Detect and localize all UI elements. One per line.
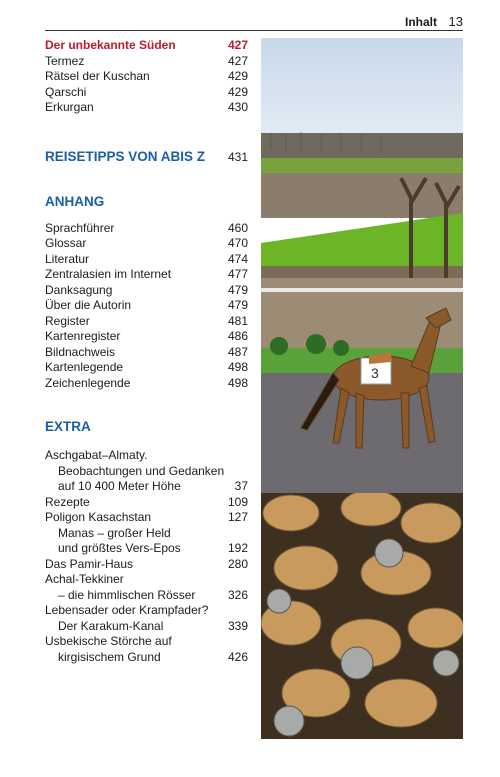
toc-page: 498 <box>227 360 248 374</box>
toc-entry[interactable] <box>45 100 248 116</box>
toc-entry[interactable] <box>45 314 248 330</box>
toc-page: 430 <box>227 100 248 114</box>
toc-page: 498 <box>227 375 248 390</box>
toc-entry[interactable] <box>45 650 248 666</box>
toc-label: Über die Autorin <box>45 298 132 312</box>
toc-entry[interactable] <box>45 360 248 376</box>
toc-entry[interactable] <box>45 236 248 252</box>
toc-label: Bildnachweis <box>45 344 116 359</box>
toc-entry[interactable] <box>45 572 248 588</box>
page-header <box>45 14 463 32</box>
toc-page: 479 <box>227 282 248 297</box>
toc-label: Glossar <box>45 236 87 250</box>
toc-page: 470 <box>227 236 248 250</box>
toc-label: Literatur <box>45 251 90 266</box>
horse-photo <box>261 278 463 493</box>
toc-entry[interactable] <box>45 221 248 237</box>
section-heading-anhang <box>45 193 248 211</box>
toc-entry[interactable] <box>45 345 248 361</box>
toc-page: 427 <box>227 38 248 52</box>
toc-label: Beobachtungen und Gedanken <box>58 463 225 478</box>
toc-label: Achal-Tekkiner <box>45 572 124 586</box>
toc-label: Der Karakum-Kanal <box>58 618 164 633</box>
toc-label: Termez <box>45 53 85 68</box>
toc-label: Der unbekannte Süden <box>45 38 176 52</box>
toc-page: 280 <box>227 556 248 571</box>
toc-entry[interactable] <box>45 69 248 85</box>
toc-label: und größtes Vers-Epos <box>58 541 181 555</box>
toc-entry[interactable] <box>45 541 248 557</box>
toc-page: 474 <box>227 251 248 266</box>
section-heading-reisetipps[interactable] <box>45 148 248 166</box>
toc-label: – die himmlischen Rösser <box>58 587 196 602</box>
toc-page: 460 <box>227 220 248 235</box>
toc-label: Register <box>45 313 90 328</box>
toc-entry[interactable] <box>45 54 248 70</box>
toc-label: Kartenlegende <box>45 360 124 374</box>
toc-page: 481 <box>227 313 248 328</box>
toc-entry[interactable] <box>45 603 248 619</box>
toc-page: 429 <box>227 84 248 99</box>
toc-entry[interactable] <box>45 267 248 283</box>
photo-strip <box>261 38 463 739</box>
toc-entry[interactable] <box>45 588 248 604</box>
toc-page: 487 <box>227 344 248 359</box>
toc-label: Rezepte <box>45 494 90 509</box>
toc-label: Sprachführer <box>45 220 115 235</box>
toc-label: Usbekische Störche auf <box>45 634 172 648</box>
stamps-photo <box>261 493 463 739</box>
section-heading-extra <box>45 418 248 436</box>
toc-label: Erkurgan <box>45 100 94 114</box>
landscape-photo <box>261 38 463 278</box>
toc-label: Lebensader oder Krampfader? <box>45 603 209 617</box>
toc-page: 339 <box>227 618 248 633</box>
toc-entry[interactable] <box>45 510 248 526</box>
toc-entry[interactable] <box>45 479 248 495</box>
section-title: Inhalt <box>405 15 437 29</box>
header-rule <box>45 30 463 31</box>
toc-page: 477 <box>227 267 248 281</box>
toc-label: Rätsel der Kuschan <box>45 69 150 83</box>
toc-entry[interactable] <box>45 448 248 464</box>
toc-page: 127 <box>227 510 248 524</box>
toc-page: 192 <box>227 541 248 555</box>
toc-page: 429 <box>227 69 248 83</box>
toc-entry[interactable] <box>45 526 248 542</box>
toc-label: Qarschi <box>45 84 87 99</box>
toc-label: Aschgabat–Almaty. <box>45 448 148 462</box>
saddle-number: 3 <box>371 365 379 381</box>
toc-entry[interactable] <box>45 298 248 314</box>
toc-label: auf 10 400 Meter Höhe <box>58 479 181 493</box>
page-number: 13 <box>448 14 463 29</box>
toc-entry[interactable] <box>45 329 248 345</box>
toc-label: Manas – großer Held <box>58 525 171 540</box>
toc-entry[interactable] <box>45 619 248 635</box>
toc-label: Poligon Kasachstan <box>45 510 152 524</box>
toc-label: Zeichenlegende <box>45 375 131 390</box>
toc-label: Das Pamir-Haus <box>45 556 134 571</box>
heading-label: EXTRA <box>45 419 91 434</box>
toc-entry[interactable] <box>45 252 248 268</box>
toc-label: Kartenregister <box>45 329 121 343</box>
toc-page: 326 <box>227 587 248 602</box>
toc-entry[interactable] <box>45 557 248 573</box>
toc-entry[interactable] <box>45 495 248 511</box>
toc-entry[interactable] <box>45 464 248 480</box>
toc-page: 426 <box>227 649 248 664</box>
heading-label: ANHANG <box>45 193 105 209</box>
toc-entry[interactable] <box>45 283 248 299</box>
toc-entry[interactable] <box>45 85 248 101</box>
toc-page: 431 <box>227 149 248 164</box>
toc-label: Zentralasien im Internet <box>45 267 172 281</box>
toc-label: Danksagung <box>45 282 113 297</box>
toc-entry[interactable] <box>45 376 248 392</box>
toc-page: 109 <box>227 494 248 509</box>
toc-entry[interactable] <box>45 38 248 54</box>
toc-label: kirgisischem Grund <box>58 649 161 664</box>
toc-page: 37 <box>234 479 248 493</box>
toc-page: 479 <box>227 298 248 312</box>
toc-page: 486 <box>227 329 248 343</box>
table-of-contents <box>45 38 248 665</box>
heading-label: REISETIPPS VON ABIS Z <box>45 148 206 164</box>
toc-page: 427 <box>227 53 248 68</box>
toc-entry[interactable] <box>45 634 248 650</box>
